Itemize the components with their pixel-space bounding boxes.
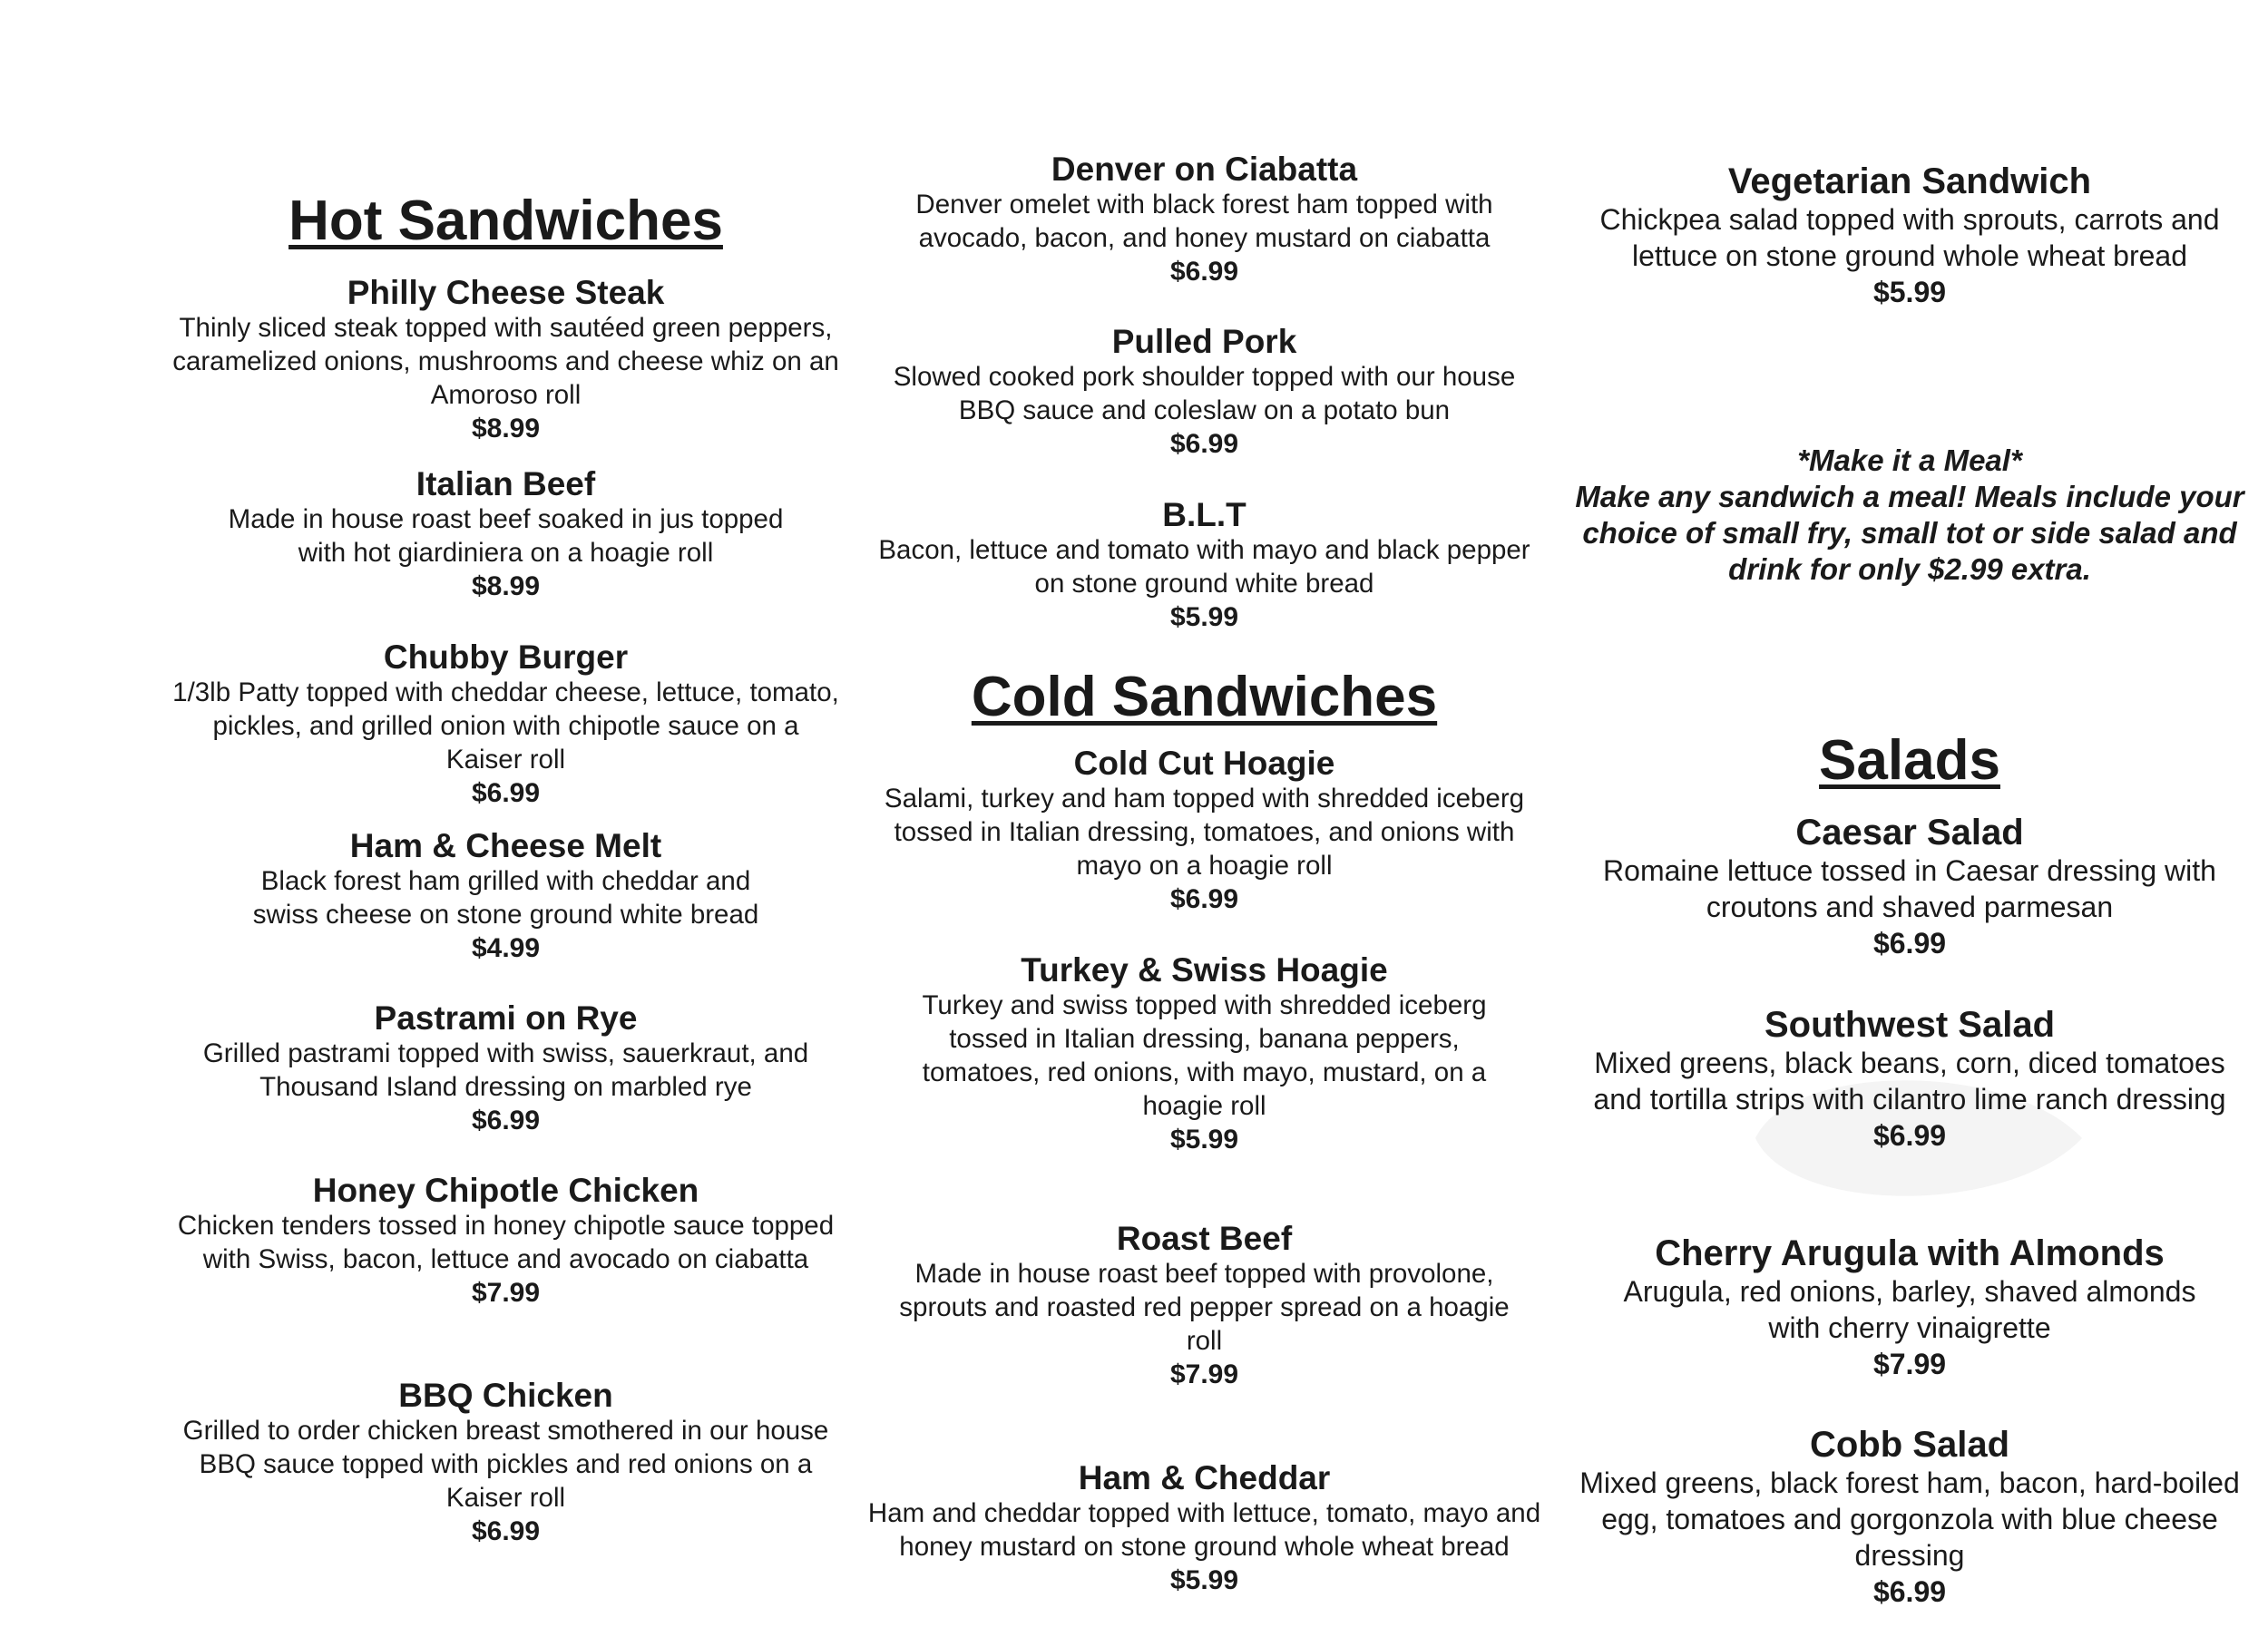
hot-sandwiches-column <box>159 0 853 1637</box>
item-price: $5.99 <box>1169 1565 1239 1595</box>
item-price: $7.99 <box>1169 1359 1239 1389</box>
item-price: $7.99 <box>1872 1348 1947 1380</box>
menu-item <box>159 828 853 965</box>
middle-column <box>857 0 1551 1637</box>
item-name: Cobb Salad <box>1809 1425 2010 1465</box>
menu-item <box>1565 1005 2254 1154</box>
item-price: $5.99 <box>1872 276 1947 308</box>
item-name: Pulled Pork <box>1111 323 1297 360</box>
make-it-a-meal-note <box>1565 443 2254 588</box>
item-description: Ham and cheddar topped with lettuce, tomato, mayo and honey mustard on stone ground whole wheat bread <box>867 1498 1541 1562</box>
menu-item <box>159 1173 853 1310</box>
menu-item <box>159 639 853 810</box>
item-description: Grilled pastrami topped with swiss, sauerkraut, and Thousand Island dressing on marbled rye <box>202 1038 809 1102</box>
salads-heading: Salads <box>1819 729 2000 792</box>
item-name: Southwest Salad <box>1764 1005 2056 1045</box>
item-name: Ham & Cheddar <box>1078 1459 1331 1496</box>
menu-item <box>857 745 1551 916</box>
menu-item <box>857 1460 1551 1597</box>
menu-item <box>1565 1425 2254 1610</box>
item-name: Denver on Ciabatta <box>1051 151 1358 188</box>
item-price: $6.99 <box>1169 257 1239 287</box>
item-price: $5.99 <box>1169 602 1239 632</box>
item-price: $4.99 <box>471 933 541 963</box>
menu-item <box>159 1000 853 1137</box>
item-description: Chicken tenders tossed in honey chipotle sauce topped with Swiss, bacon, lettuce and avocado on ciabatta <box>177 1211 835 1274</box>
menu-item <box>857 151 1551 288</box>
item-name: Chubby Burger <box>383 638 629 676</box>
menu-item <box>857 497 1551 634</box>
item-name: Cold Cut Hoagie <box>1073 745 1335 782</box>
item-price: $6.99 <box>1872 927 1947 960</box>
item-description: Made in house roast beef topped with provolone, sprouts and roasted red pepper spread on a hoagie roll <box>899 1259 1510 1356</box>
item-price: $7.99 <box>471 1278 541 1308</box>
item-description: Mixed greens, black forest ham, bacon, hard-boiled egg, tomatoes and gorgonzola with blue cheese dressing <box>1579 1466 2240 1572</box>
item-description: Made in house roast beef soaked in jus topped with hot giardiniera on a hoagie roll <box>228 504 784 568</box>
item-description: Denver omelet with black forest ham topped with avocado, bacon, and honey mustard on ciabatta <box>915 190 1493 253</box>
item-price: $6.99 <box>1872 1575 1947 1608</box>
item-name: Philly Cheese Steak <box>347 274 665 311</box>
item-description: Salami, turkey and ham topped with shredded iceberg tossed in Italian dressing, tomatoes, and onions with mayo on a hoagie roll <box>884 784 1525 881</box>
item-name: Ham & Cheese Melt <box>349 827 662 864</box>
item-name: Cherry Arugula with Almonds <box>1655 1233 2165 1273</box>
menu-item <box>857 1221 1551 1391</box>
item-name: Vegetarian Sandwich <box>1727 161 2092 201</box>
item-description: Bacon, lettuce and tomato with mayo and black pepper on stone ground white bread <box>878 535 1530 599</box>
item-name: B.L.T <box>1162 496 1246 533</box>
meal-title: *Make it a Meal* <box>1797 443 2022 477</box>
item-price: $6.99 <box>1169 884 1239 914</box>
item-description: Chickpea salad topped with sprouts, carrots and lettuce on stone ground whole wheat bread <box>1599 203 2220 272</box>
item-description: Grilled to order chicken breast smothered in our house BBQ sauce topped with pickles and red onions on a Kaiser roll <box>182 1416 829 1513</box>
item-name: Pastrami on Rye <box>374 999 638 1037</box>
item-name: Honey Chipotle Chicken <box>312 1172 699 1209</box>
item-description: Mixed greens, black beans, corn, diced tomatoes and tortilla strips with cilantro lime ranch dressing <box>1593 1047 2226 1116</box>
menu-item <box>159 275 853 445</box>
item-name: BBQ Chicken <box>398 1377 613 1414</box>
item-price: $6.99 <box>471 778 541 808</box>
hot-sandwiches-heading: Hot Sandwiches <box>288 190 723 252</box>
item-name: Turkey & Swiss Hoagie <box>1021 951 1388 989</box>
item-description: Slowed cooked pork shoulder topped with our house BBQ sauce and coleslaw on a potato bun <box>893 362 1516 425</box>
menu-item <box>1565 813 2254 961</box>
item-name: Caesar Salad <box>1795 813 2024 853</box>
item-description: 1/3lb Patty topped with cheddar cheese, lettuce, tomato, pickles, and grilled onion with chipotle sauce on a Kaiser roll <box>172 677 839 775</box>
item-description: Turkey and swiss topped with shredded iceberg tossed in Italian dressing, banana peppers, tomatoes, red onions, with mayo, mustard, on a hoagie roll <box>922 990 1487 1121</box>
item-price: $5.99 <box>1169 1125 1239 1155</box>
cold-sandwiches-heading: Cold Sandwiches <box>971 666 1438 728</box>
menu-item <box>1565 1233 2254 1382</box>
menu-item <box>1565 161 2254 310</box>
item-description: Black forest ham grilled with cheddar and swiss cheese on stone ground white bread <box>252 866 759 930</box>
menu-item <box>857 324 1551 461</box>
right-column <box>1565 0 2254 1637</box>
meal-text: Make any sandwich a meal! Meals include your choice of small fry, small tot or side salad and drink for only $2.99 extra. <box>1575 480 2244 586</box>
item-description: Romaine lettuce tossed in Caesar dressing with croutons and shaved parmesan <box>1603 854 2216 923</box>
item-description: Arugula, red onions, barley, shaved almonds with cherry vinaigrette <box>1623 1275 2196 1344</box>
item-price: $8.99 <box>471 571 541 601</box>
item-name: Italian Beef <box>415 465 596 502</box>
menu-item <box>159 466 853 603</box>
item-price: $8.99 <box>471 414 541 443</box>
item-price: $6.99 <box>471 1106 541 1135</box>
menu-item <box>857 952 1551 1156</box>
item-price: $6.99 <box>1169 429 1239 459</box>
item-price: $6.99 <box>1872 1119 1947 1152</box>
item-name: Roast Beef <box>1116 1220 1293 1257</box>
item-price: $6.99 <box>471 1516 541 1546</box>
item-description: Thinly sliced steak topped with sautéed green peppers, caramelized onions, mushrooms and cheese whiz on an Amoroso roll <box>172 313 839 410</box>
menu-item <box>159 1378 853 1548</box>
